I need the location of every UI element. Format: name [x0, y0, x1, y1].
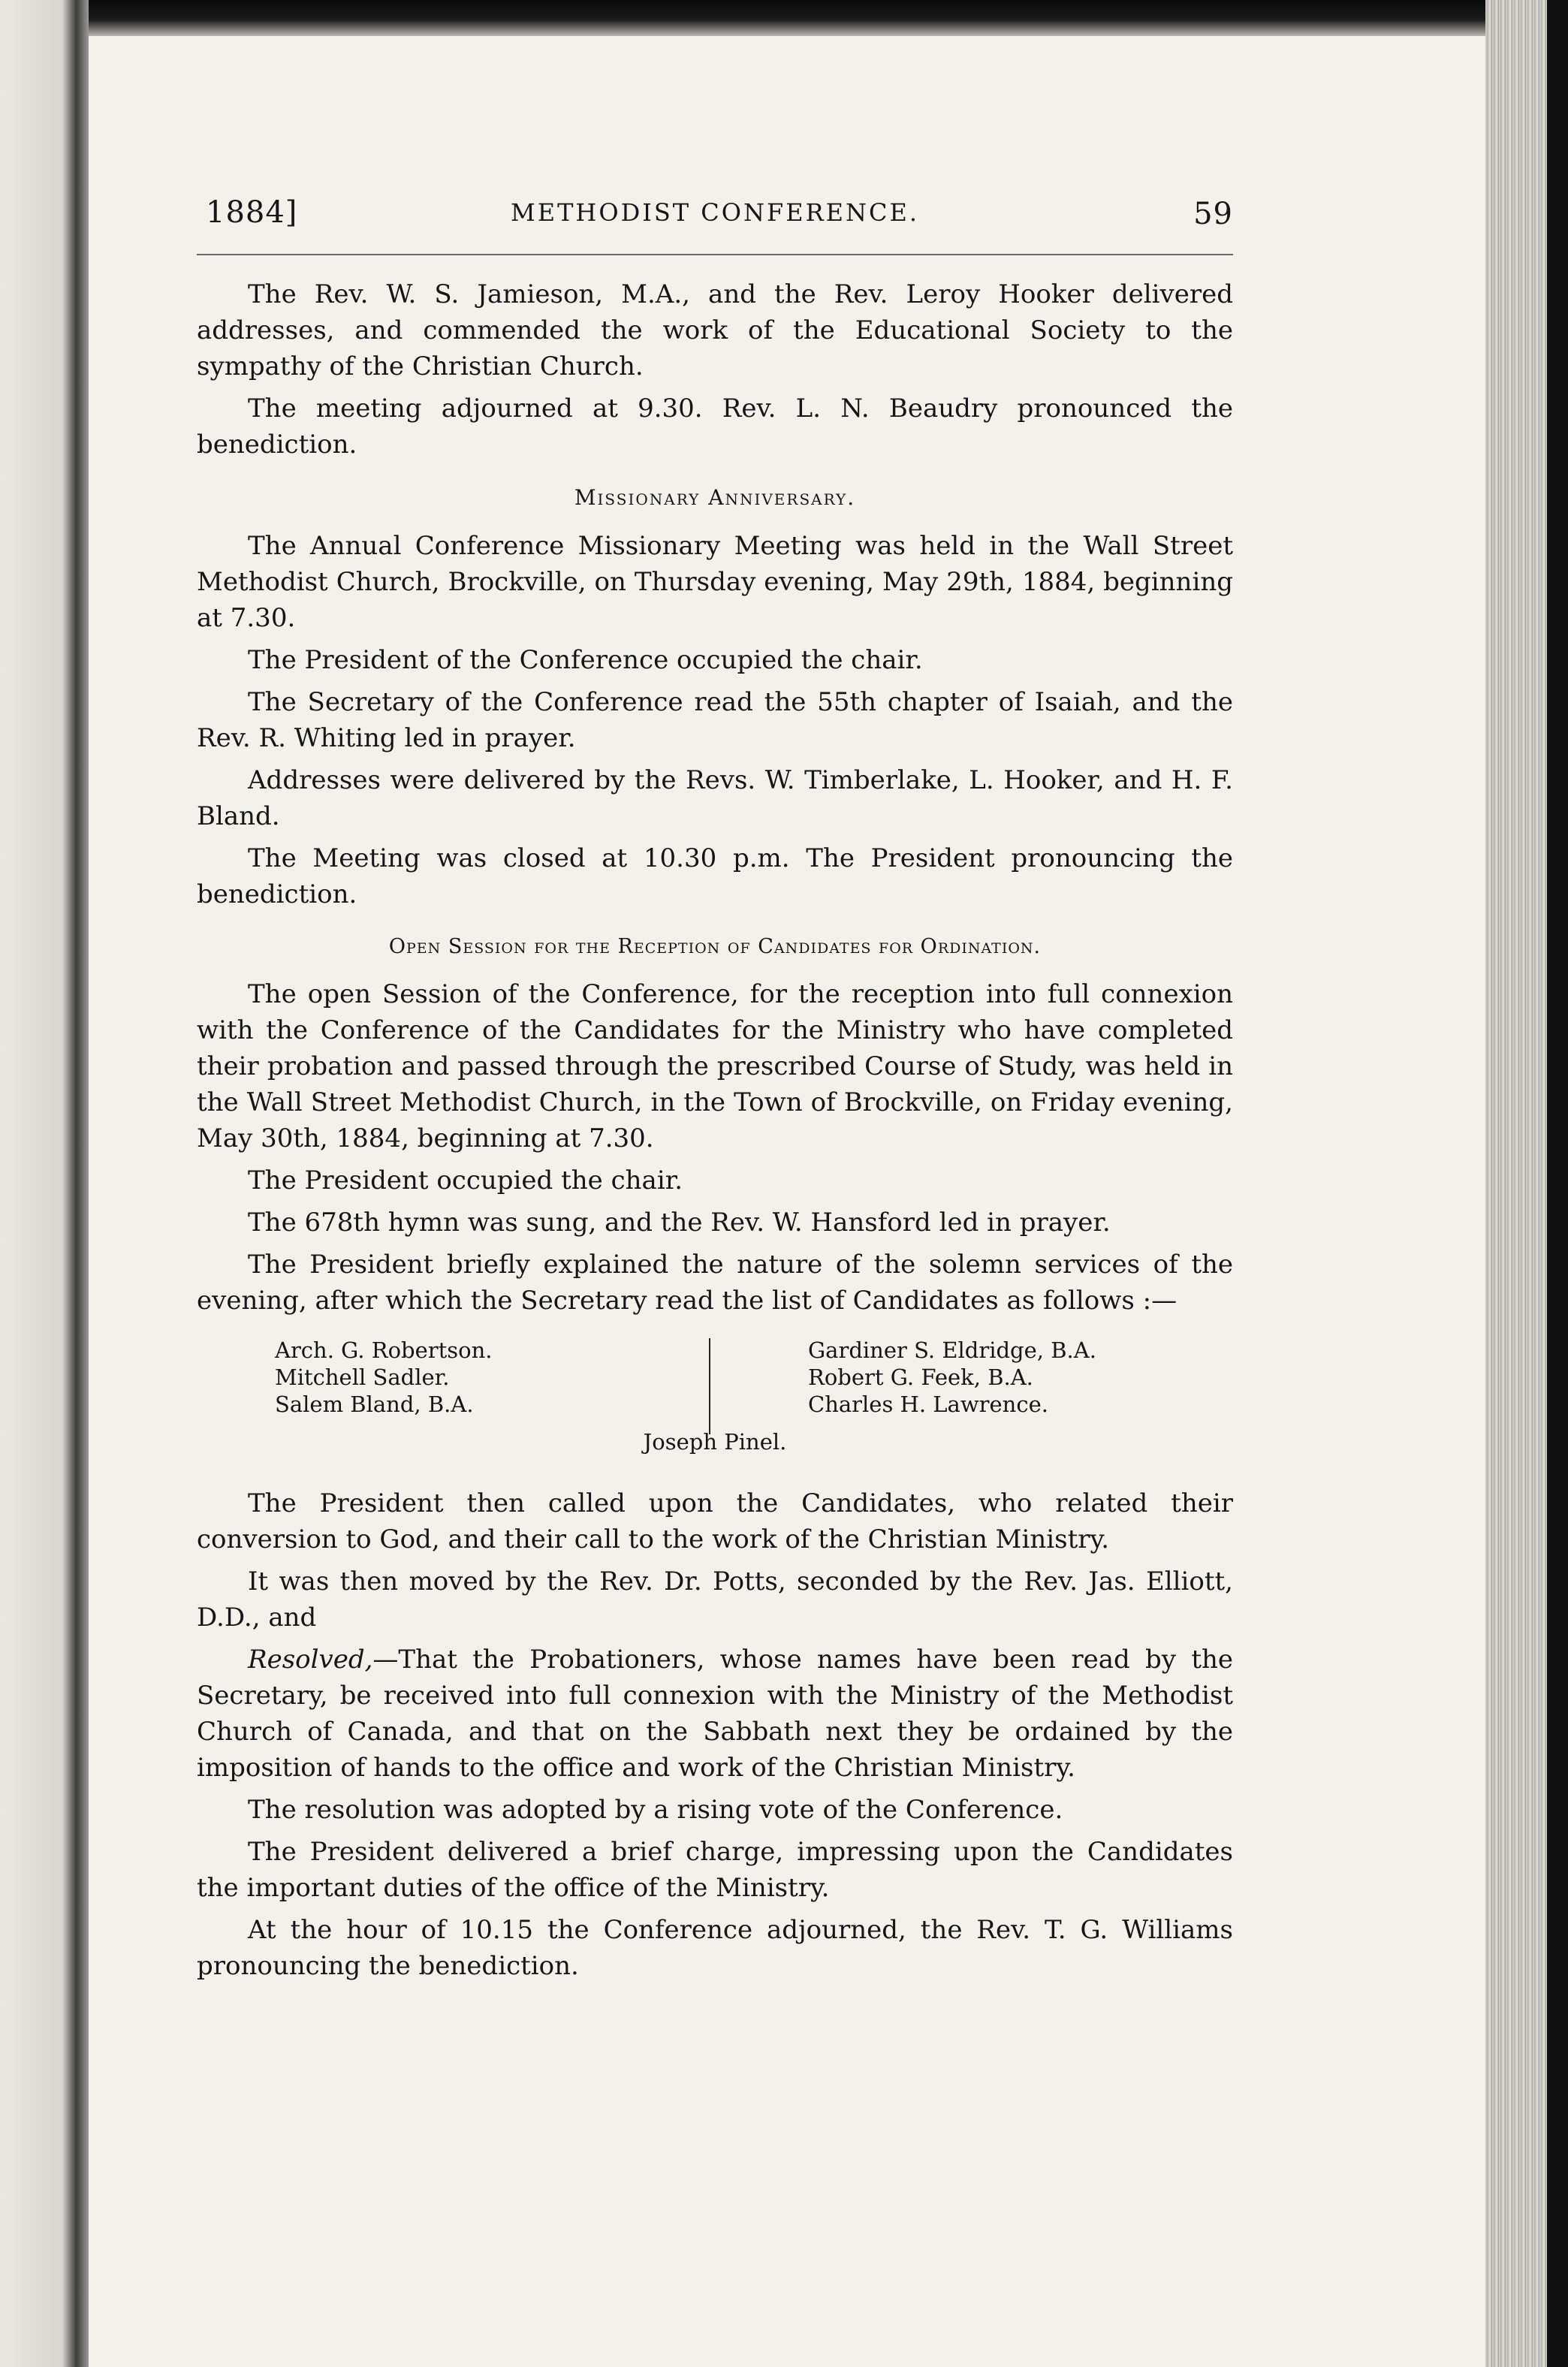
resolved-label: Resolved,: [248, 1645, 373, 1675]
running-head: [197, 195, 1233, 240]
candidates-left-column: [275, 1337, 493, 1418]
paragraph: Addresses were delivered by the Revs. W. Timberlake, L. Hooker, and H. F. Bland.: [197, 765, 1233, 831]
paragraph: The Secretary of the Conference read the 55th chapter of Isaiah, and the Rev. R. Whiting led in prayer.: [197, 687, 1233, 753]
paragraph: It was then moved by the Rev. Dr. Potts, seconded by the Rev. Jas. Elliott, D.D., and: [197, 1566, 1233, 1633]
running-head-year: 1884]: [206, 195, 298, 230]
page-number: 59: [1193, 197, 1233, 231]
candidate-name: Salem Bland, B.A.: [275, 1392, 474, 1417]
paragraph: The Rev. W. S. Jamieson, M.A., and the Rev. Leroy Hooker delivered addresses, and commended the work of the Educational Society to the sympathy of the Christian Church.: [197, 279, 1233, 381]
paragraph: The 678th hymn was sung, and the Rev. W. Hansford led in prayer.: [248, 1208, 1111, 1238]
column-divider: [709, 1338, 710, 1434]
paragraph: The President briefly explained the nature of the solemn services of the evening, after which the Secretary read the list of Candidates as follows :—: [197, 1250, 1233, 1316]
paragraph: The resolution was adopted by a rising vote of the Conference.: [248, 1795, 1063, 1825]
resolution-text: —That the Probationers, whose names have been read by the Secretary, be received into full connexion with the Ministry of the Methodist Church of Canada, and that on the Sabbath next they be ordained by the imposition of hands to the office and work of the Christian Ministry.: [197, 1645, 1233, 1783]
candidates-list: [197, 1337, 1233, 1469]
paragraph: The President of the Conference occupied the chair.: [248, 645, 923, 675]
candidate-name: Robert G. Feek, B.A.: [808, 1364, 1033, 1390]
candidate-name: Charles H. Lawrence.: [808, 1392, 1048, 1417]
paragraph: The meeting adjourned at 9.30. Rev. L. N. Beaudry pronounced the benediction.: [197, 393, 1233, 460]
paragraph: The Meeting was closed at 10.30 p.m. The President pronouncing the benediction.: [197, 843, 1233, 909]
resolution-paragraph: [197, 1642, 1233, 1786]
scan-right-border: [1547, 0, 1568, 2367]
candidate-name-centered: Joseph Pinel.: [643, 1429, 787, 1455]
header-rule: [197, 254, 1233, 255]
candidates-right-column: [808, 1337, 1096, 1418]
candidate-name: Arch. G. Robertson.: [275, 1337, 493, 1363]
scan-top-edge: [0, 0, 1568, 36]
page-text: [197, 195, 1233, 1990]
paragraph: The President occupied the chair.: [248, 1165, 683, 1196]
section-heading-open-session: Open Session for the Reception of Candidates for Ordination.: [388, 935, 1042, 958]
scan-left-gutter: [0, 0, 89, 2367]
paragraph: The Annual Conference Missionary Meeting was held in the Wall Street Methodist Church, Brockville, on Thursday evening, May 29th, 1884, beginning at 7.30.: [197, 531, 1233, 633]
paragraph: The President then called upon the Candidates, who related their conversion to God, and their call to the work of the Christian Ministry.: [197, 1488, 1233, 1554]
paragraph: The open Session of the Conference, for the reception into full connexion with the Conference of the Candidates for the Ministry who have completed their probation and passed through the prescribed Course of Study, was held in the Wall Street Methodist Church, in the Town of Brockville, on Friday evening, May 30th, 1884, beginning at 7.30.: [197, 979, 1233, 1153]
paragraph: The President delivered a brief charge, impressing upon the Candidates the important duties of the office of the Ministry.: [197, 1837, 1233, 1903]
running-head-title: METHODIST CONFERENCE.: [510, 198, 920, 227]
paragraph: At the hour of 10.15 the Conference adjourned, the Rev. T. G. Williams pronouncing the benediction.: [197, 1915, 1233, 1981]
candidate-name: Mitchell Sadler.: [275, 1364, 450, 1390]
section-heading-missionary: Missionary Anniversary.: [574, 485, 856, 510]
candidate-name: Gardiner S. Eldridge, B.A.: [808, 1337, 1096, 1363]
